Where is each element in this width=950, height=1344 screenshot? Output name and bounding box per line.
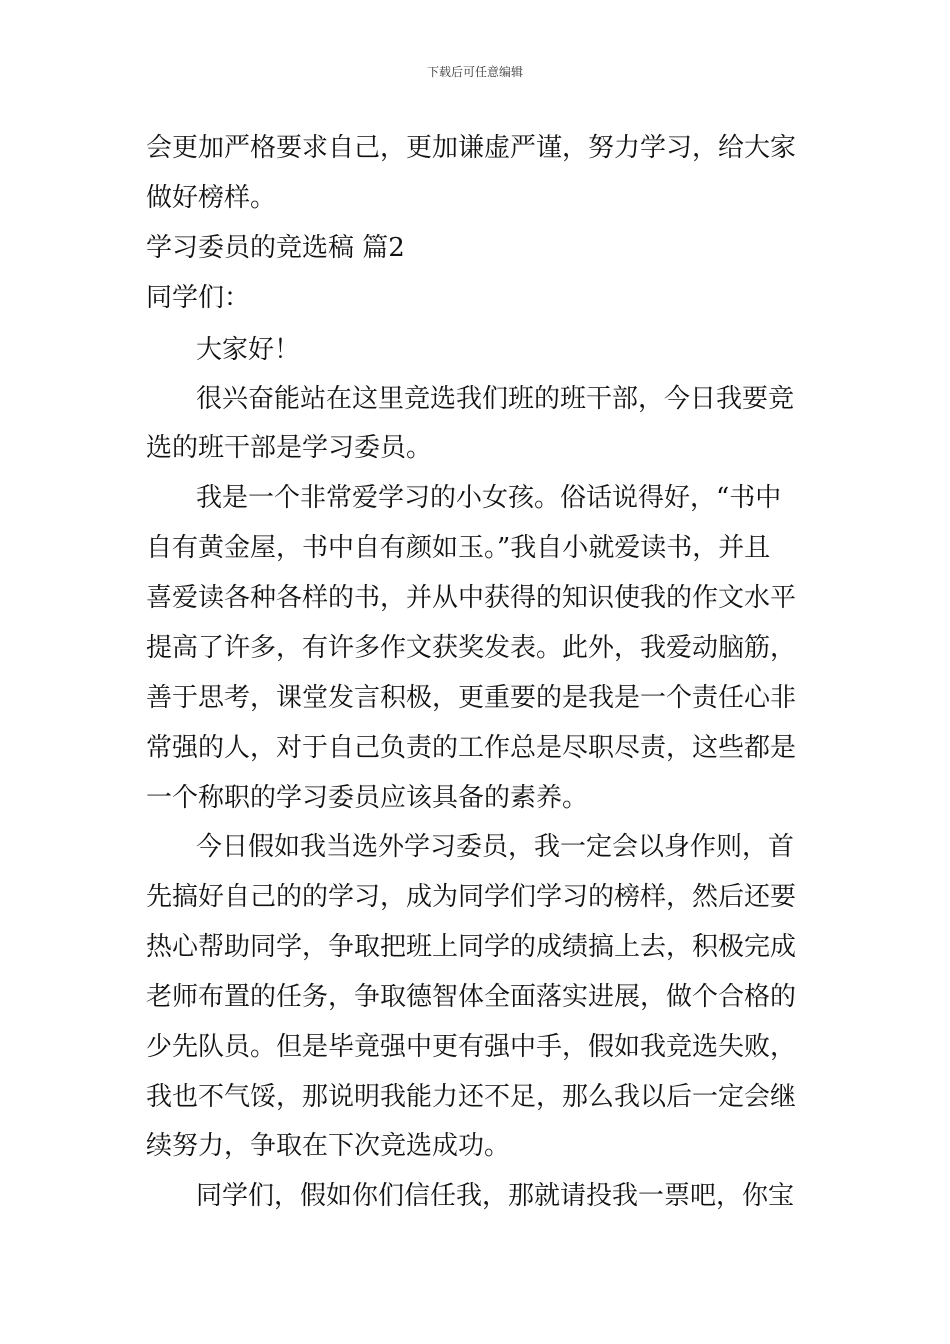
section-heading: 学习委员的竞选稿 篇2 [146, 233, 405, 263]
body-line: 提高了许多，有许多作文获奖发表。此外，我爱动脑筋， [146, 633, 797, 663]
body-line: 今日假如我当选外学习委员，我一定会以身作则，首 [196, 832, 795, 862]
body-line: 常强的人，对于自己负责的工作总是尽职尽责，这些都是 [146, 733, 797, 763]
body-line: 选的班干部是学习委员。 [146, 433, 433, 463]
body-line: 先搞好自己的的学习，成为同学们学习的榜样，然后还要 [146, 882, 797, 912]
body-line: 做好榜样。 [146, 183, 277, 213]
page-header: 下载后可任意编辑 [426, 65, 523, 79]
body-line: 喜爱读各种各样的书，并从中获得的知识使我的作文水平 [146, 583, 797, 613]
body-line: 善于思考，课堂发言积极，更重要的是我是一个责任心非 [146, 683, 797, 713]
body-line: 我也不气馁，那说明我能力还不足，那么我以后一定会继 [146, 1082, 797, 1112]
body-line: 同学们，假如你们信任我，那就请投我一票吧，你宝 [196, 1181, 795, 1211]
greeting: 大家好！ [196, 335, 301, 365]
body-line: 会更加严格要求自己，更加谦虚严谨，努力学习，给大家 [146, 133, 797, 163]
body-line: 很兴奋能站在这里竞选我们班的班干部，今日我要竞 [196, 384, 795, 414]
salutation: 同学们： [146, 283, 251, 313]
body-line: 我是一个非常爱学习的小女孩。俗话说得好，“书中 [196, 483, 782, 513]
body-line: 自有黄金屋，书中自有颜如玉。”我自小就爱读书，并且 [146, 533, 771, 563]
body-line: 一个称职的学习委员应该具备的素养。 [146, 783, 589, 813]
body-line: 热心帮助同学，争取把班上同学的成绩搞上去，积极完成 [146, 932, 797, 962]
body-line: 续努力，争取在下次竞选成功。 [146, 1131, 511, 1161]
body-line: 老师布置的任务，争取德智体全面落实进展，做个合格的 [146, 982, 797, 1012]
body-line: 少先队员。但是毕竟强中更有强中手，假如我竞选失败， [146, 1032, 797, 1062]
